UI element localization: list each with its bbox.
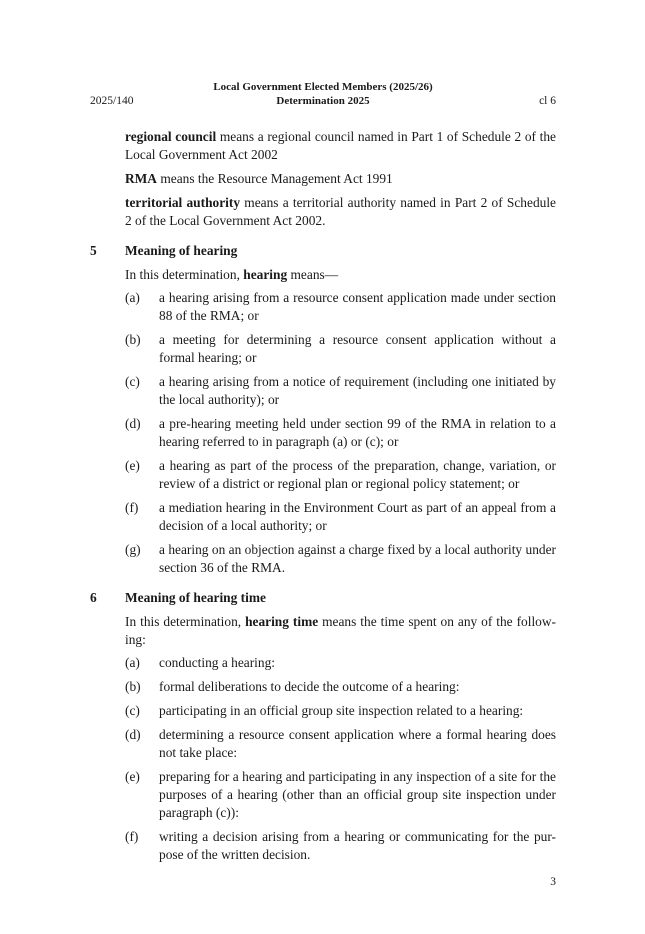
item-label: (a) [125,655,140,670]
item-text: a hearing arising from a notice of requirement (including one initiated by the local authority); or [159,374,556,407]
clause-reference: cl 6 [539,95,556,107]
item-label: (b) [125,332,141,347]
list-item [125,541,556,577]
definition-text: means the Resource Management Act 1991 [156,171,393,186]
list-item [125,499,556,535]
defined-term: hearing time [245,614,319,629]
definition-text: means a regional council named in Part 1 of Schedule 2 of the Local Government Act 2002 [125,129,557,162]
definition-text: means a territorial authority named in Part 2 of Schedule 2 of the Local Government Act 2002. [125,195,557,228]
item-text: a mediation hearing in the Environment Court as part of an appeal from a decision of a local authority; or [159,500,556,533]
list-item [125,289,556,325]
item-text: a hearing on an objection against a charge fixed by a local authority under section 36 of the RMA. [159,542,556,575]
list-item [125,415,556,451]
item-text: determining a resource consent application where a formal hearing does not take place: [159,727,556,760]
intro-text: In this determination, [125,614,246,629]
list-item [125,702,556,720]
item-text: a pre-hearing meeting held under section 99 of the RMA in relation to a hearing referred to in paragraph (a) or (c); or [159,416,556,449]
list-item [125,373,556,409]
page-number: 3 [550,876,556,888]
intro-text: means— [287,267,339,282]
section-title: Meaning of hearing [125,243,238,258]
intro-text: means the time spent on any of the follow-ing: [125,614,556,647]
definition-term: territorial authority [125,195,241,210]
title-line-2: Determination 2025 [276,95,370,107]
definition-rma [125,170,556,188]
item-text: a hearing arising from a resource consent application made under section 88 of the RMA; or [159,290,556,323]
item-label: (f) [125,500,139,515]
definition-regional-council [125,128,556,164]
list-item [125,457,556,493]
item-text: a hearing as part of the process of the preparation, change, variation, or review of a district or regional plan or regional policy statement; or [159,458,556,491]
section-5-list [125,289,556,577]
list-item [125,678,556,696]
item-label: (g) [125,542,141,557]
item-label: (b) [125,679,141,694]
list-item [125,331,556,367]
definition-term: RMA [125,171,157,186]
item-label: (e) [125,458,140,473]
item-label: (c) [125,703,140,718]
list-item [125,828,556,864]
section-6-intro [125,613,556,649]
section-6-heading [90,589,556,607]
item-text: a meeting for determining a resource consent application without a formal hearing; or [159,332,556,365]
item-label: (d) [125,416,141,431]
item-text: participating in an official group site inspection related to a hearing: [159,703,524,718]
page-body [90,128,557,870]
running-header [90,80,556,114]
section-number: 5 [90,243,97,258]
item-label: (a) [125,290,140,305]
section-number: 6 [90,590,97,605]
item-text: writing a decision arising from a hearing or communicating for the pur-pose of the written decision. [159,829,556,862]
intro-text: In this determination, [125,267,244,282]
item-label: (e) [125,769,140,784]
section-5-heading [90,242,556,260]
definition-term: regional council [125,129,217,144]
document-number: 2025/140 [90,95,134,107]
section-6-list [125,654,556,864]
item-text: conducting a hearing: [159,655,276,670]
section-title: Meaning of hearing time [125,590,266,605]
definition-territorial-authority [125,194,556,230]
section-5-intro [125,266,556,284]
item-label: (c) [125,374,140,389]
item-text: preparing for a hearing and participating in any inspection of a site for the purposes of a hearing (other than an official group site inspection under paragraph (c)): [159,769,556,820]
list-item [125,726,556,762]
title-line-1: Local Government Elected Members (2025/26) [213,81,433,93]
item-label: (f) [125,829,139,844]
document-title [90,80,556,108]
item-label: (d) [125,727,141,742]
item-text: formal deliberations to decide the outcome of a hearing: [159,679,460,694]
list-item [125,654,556,672]
defined-term: hearing [243,267,288,282]
list-item [125,768,556,822]
